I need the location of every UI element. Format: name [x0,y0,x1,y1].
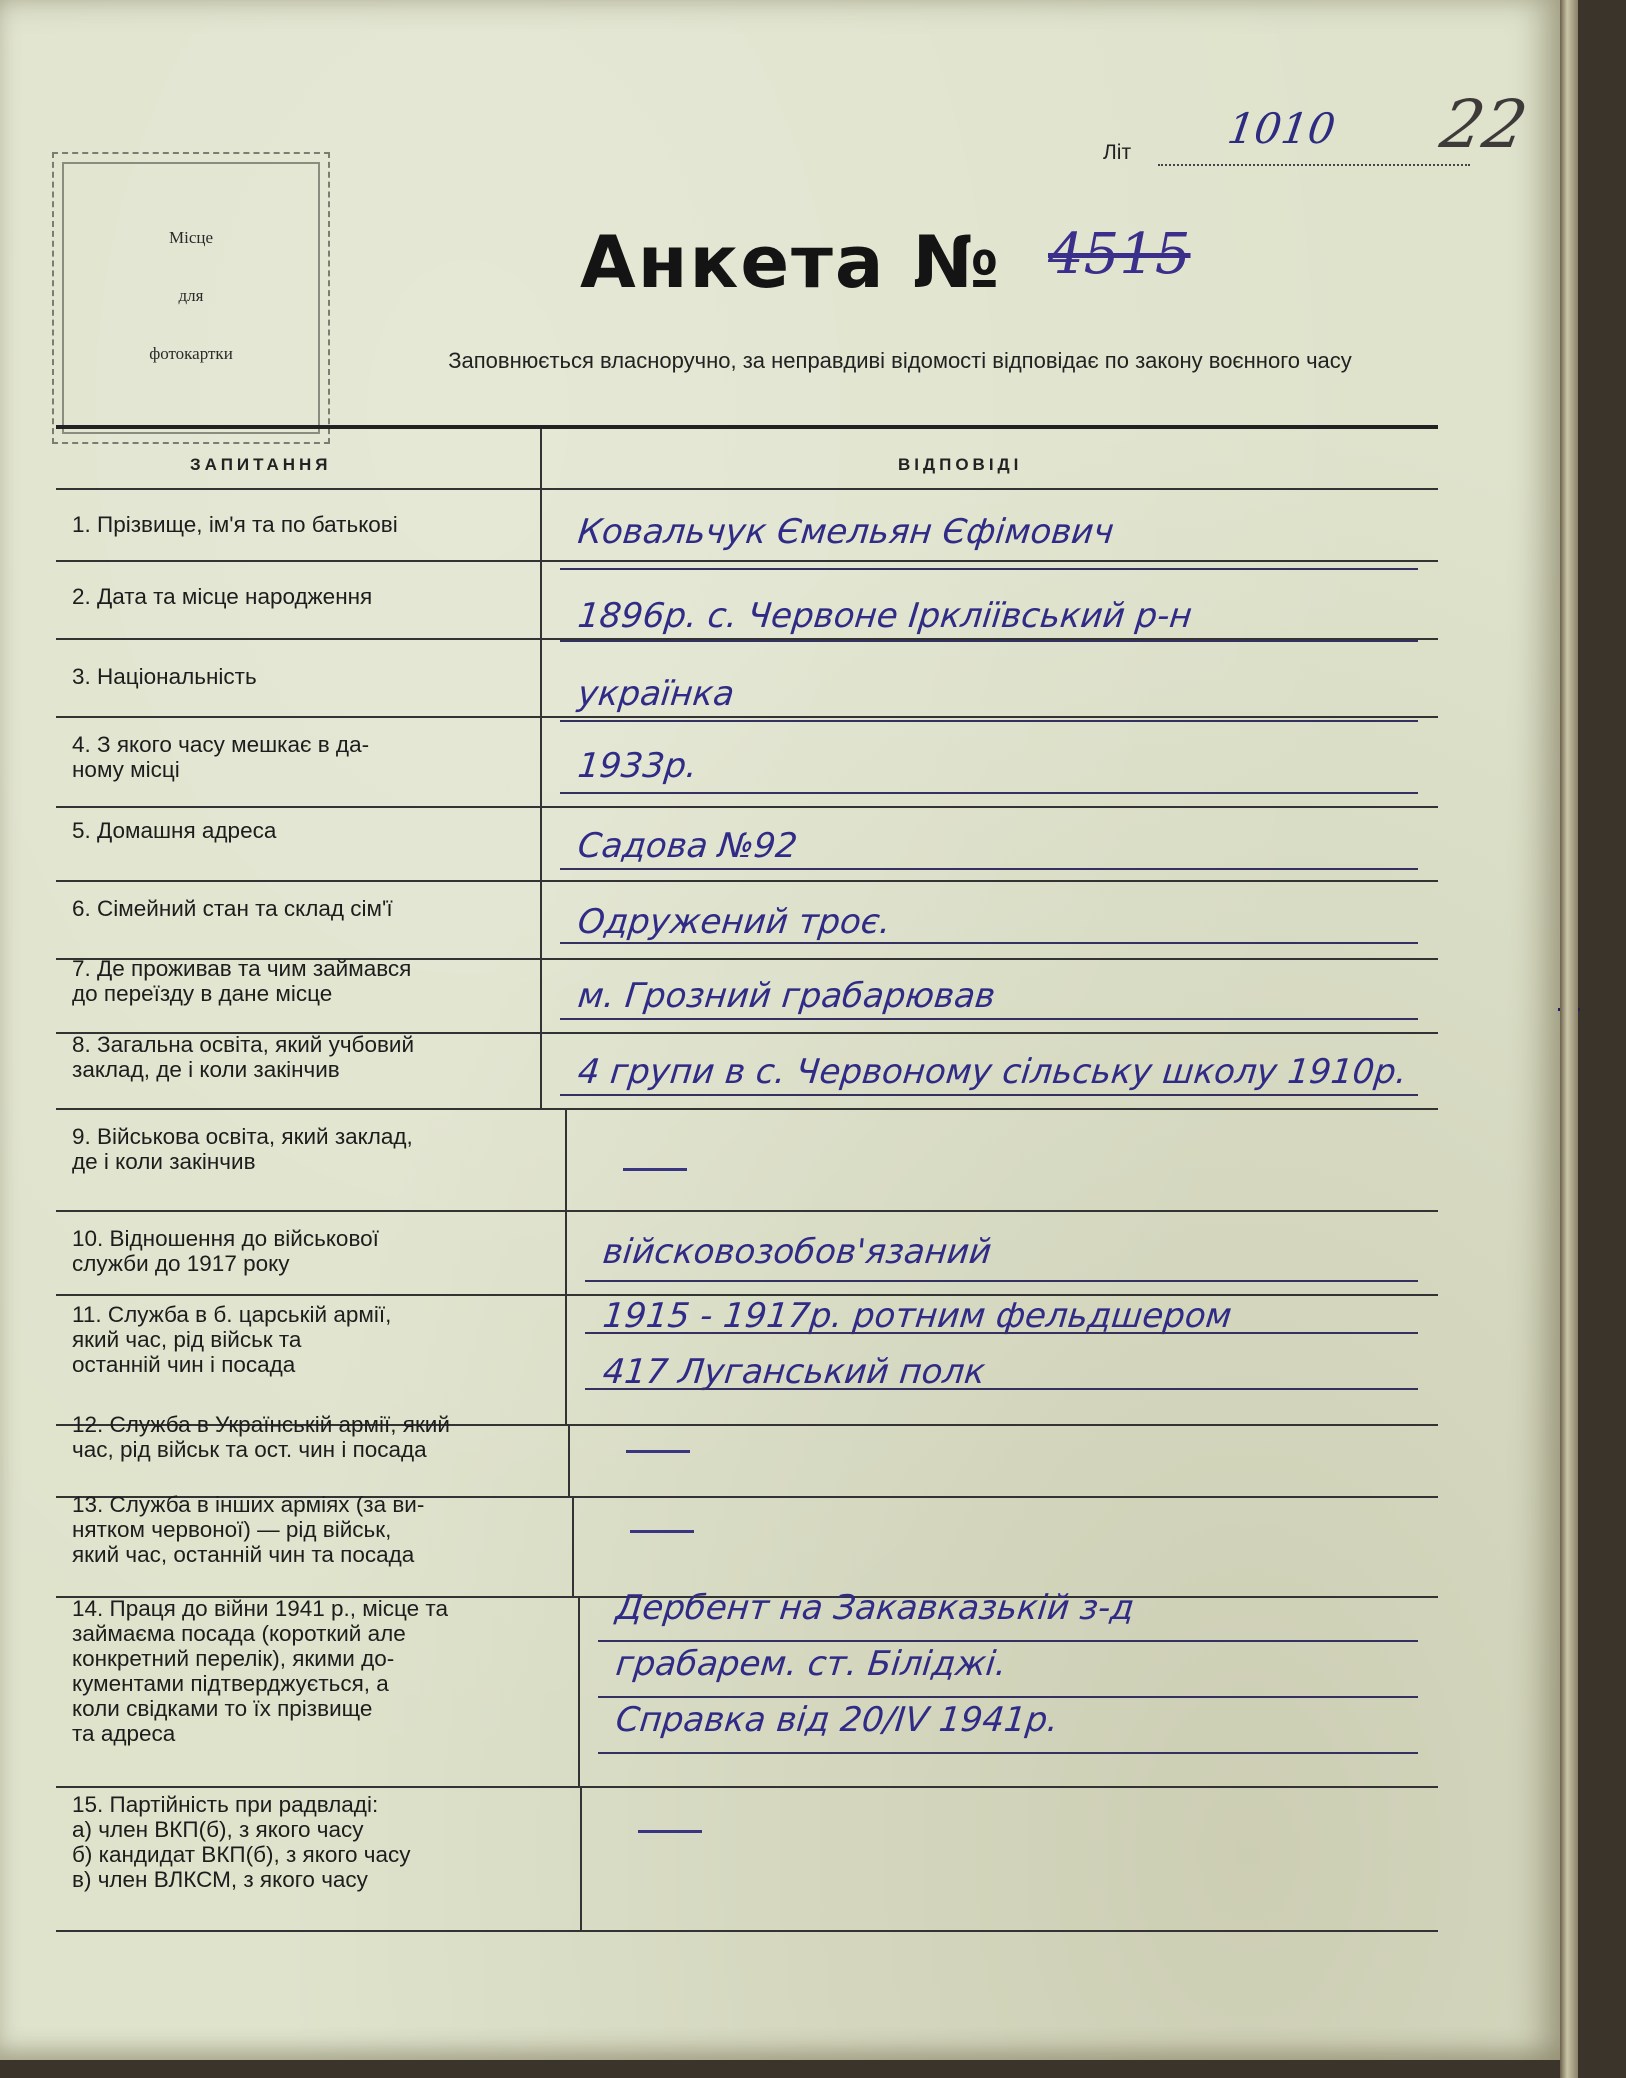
page-edge-shadow [1560,0,1578,2078]
column-divider [572,1496,574,1596]
column-divider [540,958,542,1032]
answer-8: 4 групи в с. Червоному сільську школу 1910р. [575,1052,1409,1092]
photo-placeholder [52,152,330,444]
answer-14-line-2: грабарем. ст. Біліджі. [613,1644,1009,1684]
question-6: 6. Сімейний стан та склад сім'ї [72,896,393,921]
answer-underline [560,942,1418,944]
answer-underline [585,1280,1418,1282]
answer-12-dash [626,1450,690,1453]
column-divider [540,488,542,560]
answer-underline [560,1094,1418,1096]
question-13: 13. Служба в інших арміях (за ви- нятком червоної) — рід військ, який час, останній чин та посада [72,1492,425,1567]
answer-4: 1933р. [575,746,700,786]
form-title: Анкета № [580,220,1002,304]
answer-underline [560,792,1418,794]
row-separator [56,1786,1438,1788]
row-separator [56,806,1438,808]
column-header-questions: ЗАПИТАННЯ [190,455,332,474]
question-5: 5. Домашня адреса [72,818,277,843]
form-subtitle: Заповнюється власноручно, за неправдиві відомості відповідає по закону воєнного часу [448,348,1352,373]
column-divider [540,806,542,880]
answer-14-line-3: Справка від 20/IV 1941р. [613,1700,1061,1740]
question-12: 12. Служба в Українській армії, який час, рід військ та ост. чин і посада [72,1412,450,1462]
question-4: 4. З якого часу мешкає в да- ному місці [72,732,370,782]
page-corner-number: 22 [1435,86,1533,163]
lit-underline [1158,164,1470,166]
question-7: 7. Де проживав та чим займався до переїзду в дане місце [72,956,412,1006]
answer-6: Одружений троє. [575,902,893,942]
column-divider [578,1596,580,1786]
column-divider [565,1108,567,1210]
question-15: 15. Партійність при радвладі: а) член ВКП(б), з якого часу б) кандидат ВКП(б), з якого часу в) член ВЛКСМ, з якого часу [72,1792,411,1892]
header-column-divider [540,429,542,488]
answer-9-dash [623,1168,687,1171]
answer-3: українка [575,674,737,714]
column-divider [580,1786,582,1930]
column-divider [540,716,542,806]
question-3: 3. Національність [72,664,257,689]
row-separator [56,1108,1438,1110]
row-separator [56,1210,1438,1212]
row-separator [56,1930,1438,1932]
answer-underline [585,1388,1418,1390]
column-divider [540,1032,542,1108]
question-8: 8. Загальна освіта, який учбовий заклад, де і коли закінчив [72,1032,415,1082]
column-divider [540,880,542,958]
answer-14-line-1: Дербент на Закавказькій з-д [613,1588,1137,1628]
question-14: 14. Праця до війни 1941 р., місце та займаєма посада (короткий але конкретний перелік), якими до- кументами підтверджується, а коли свідками то їх прізвище та адреса [72,1596,448,1746]
question-1: 1. Прізвище, ім'я та по батькові [72,512,398,537]
header-row-line [56,488,1438,490]
row-separator [56,880,1438,882]
answer-10: війсковозобов'язаний [600,1232,994,1272]
answer-11-line-1: 1915 - 1917р. ротним фельдшером [600,1296,1234,1336]
form-number: 4515 [1048,222,1191,287]
lit-value: 1010 [1224,104,1339,153]
column-divider [540,560,542,638]
column-divider [565,1210,567,1294]
answer-2: 1896р. с. Червоне Іркліївський р-н [575,596,1194,636]
photo-label-line2: для [178,286,204,305]
question-2: 2. Дата та місце народження [72,584,373,609]
answer-13-dash [630,1530,694,1533]
answer-underline [560,640,1418,642]
column-header-answers: ВІДПОВІДІ [898,455,1023,474]
photo-label-line3: фотокартки [149,344,233,363]
answer-underline [560,868,1418,870]
answer-underline [560,720,1418,722]
row-separator [56,716,1438,718]
question-11: 11. Служба в б. царській армії, який час, рід військ та останній чин і посада [72,1302,392,1377]
header-rule [56,425,1438,429]
question-10: 10. Відношення до військової служби до 1917 року [72,1226,379,1276]
answer-underline [560,1018,1418,1020]
column-divider [565,1294,567,1424]
answer-underline [560,568,1418,570]
answer-underline [598,1640,1418,1642]
answer-11-line-2: 417 Луганський полк [600,1352,987,1392]
lit-label: Літ [1103,141,1132,164]
answer-underline [598,1696,1418,1698]
question-9: 9. Військова освіта, який заклад, де і коли закінчив [72,1124,413,1174]
photo-label-line1: Місце [168,228,214,247]
row-separator [56,560,1438,562]
answer-5: Садова №92 [575,826,800,866]
column-divider [540,638,542,716]
answer-7: м. Грозний грабарював [575,976,998,1016]
answer-underline [585,1332,1418,1334]
answer-15-dash [638,1830,702,1833]
answer-1: Ковальчук Ємельян Єфімович [575,512,1116,552]
answer-underline [598,1752,1418,1754]
column-divider [568,1424,570,1496]
